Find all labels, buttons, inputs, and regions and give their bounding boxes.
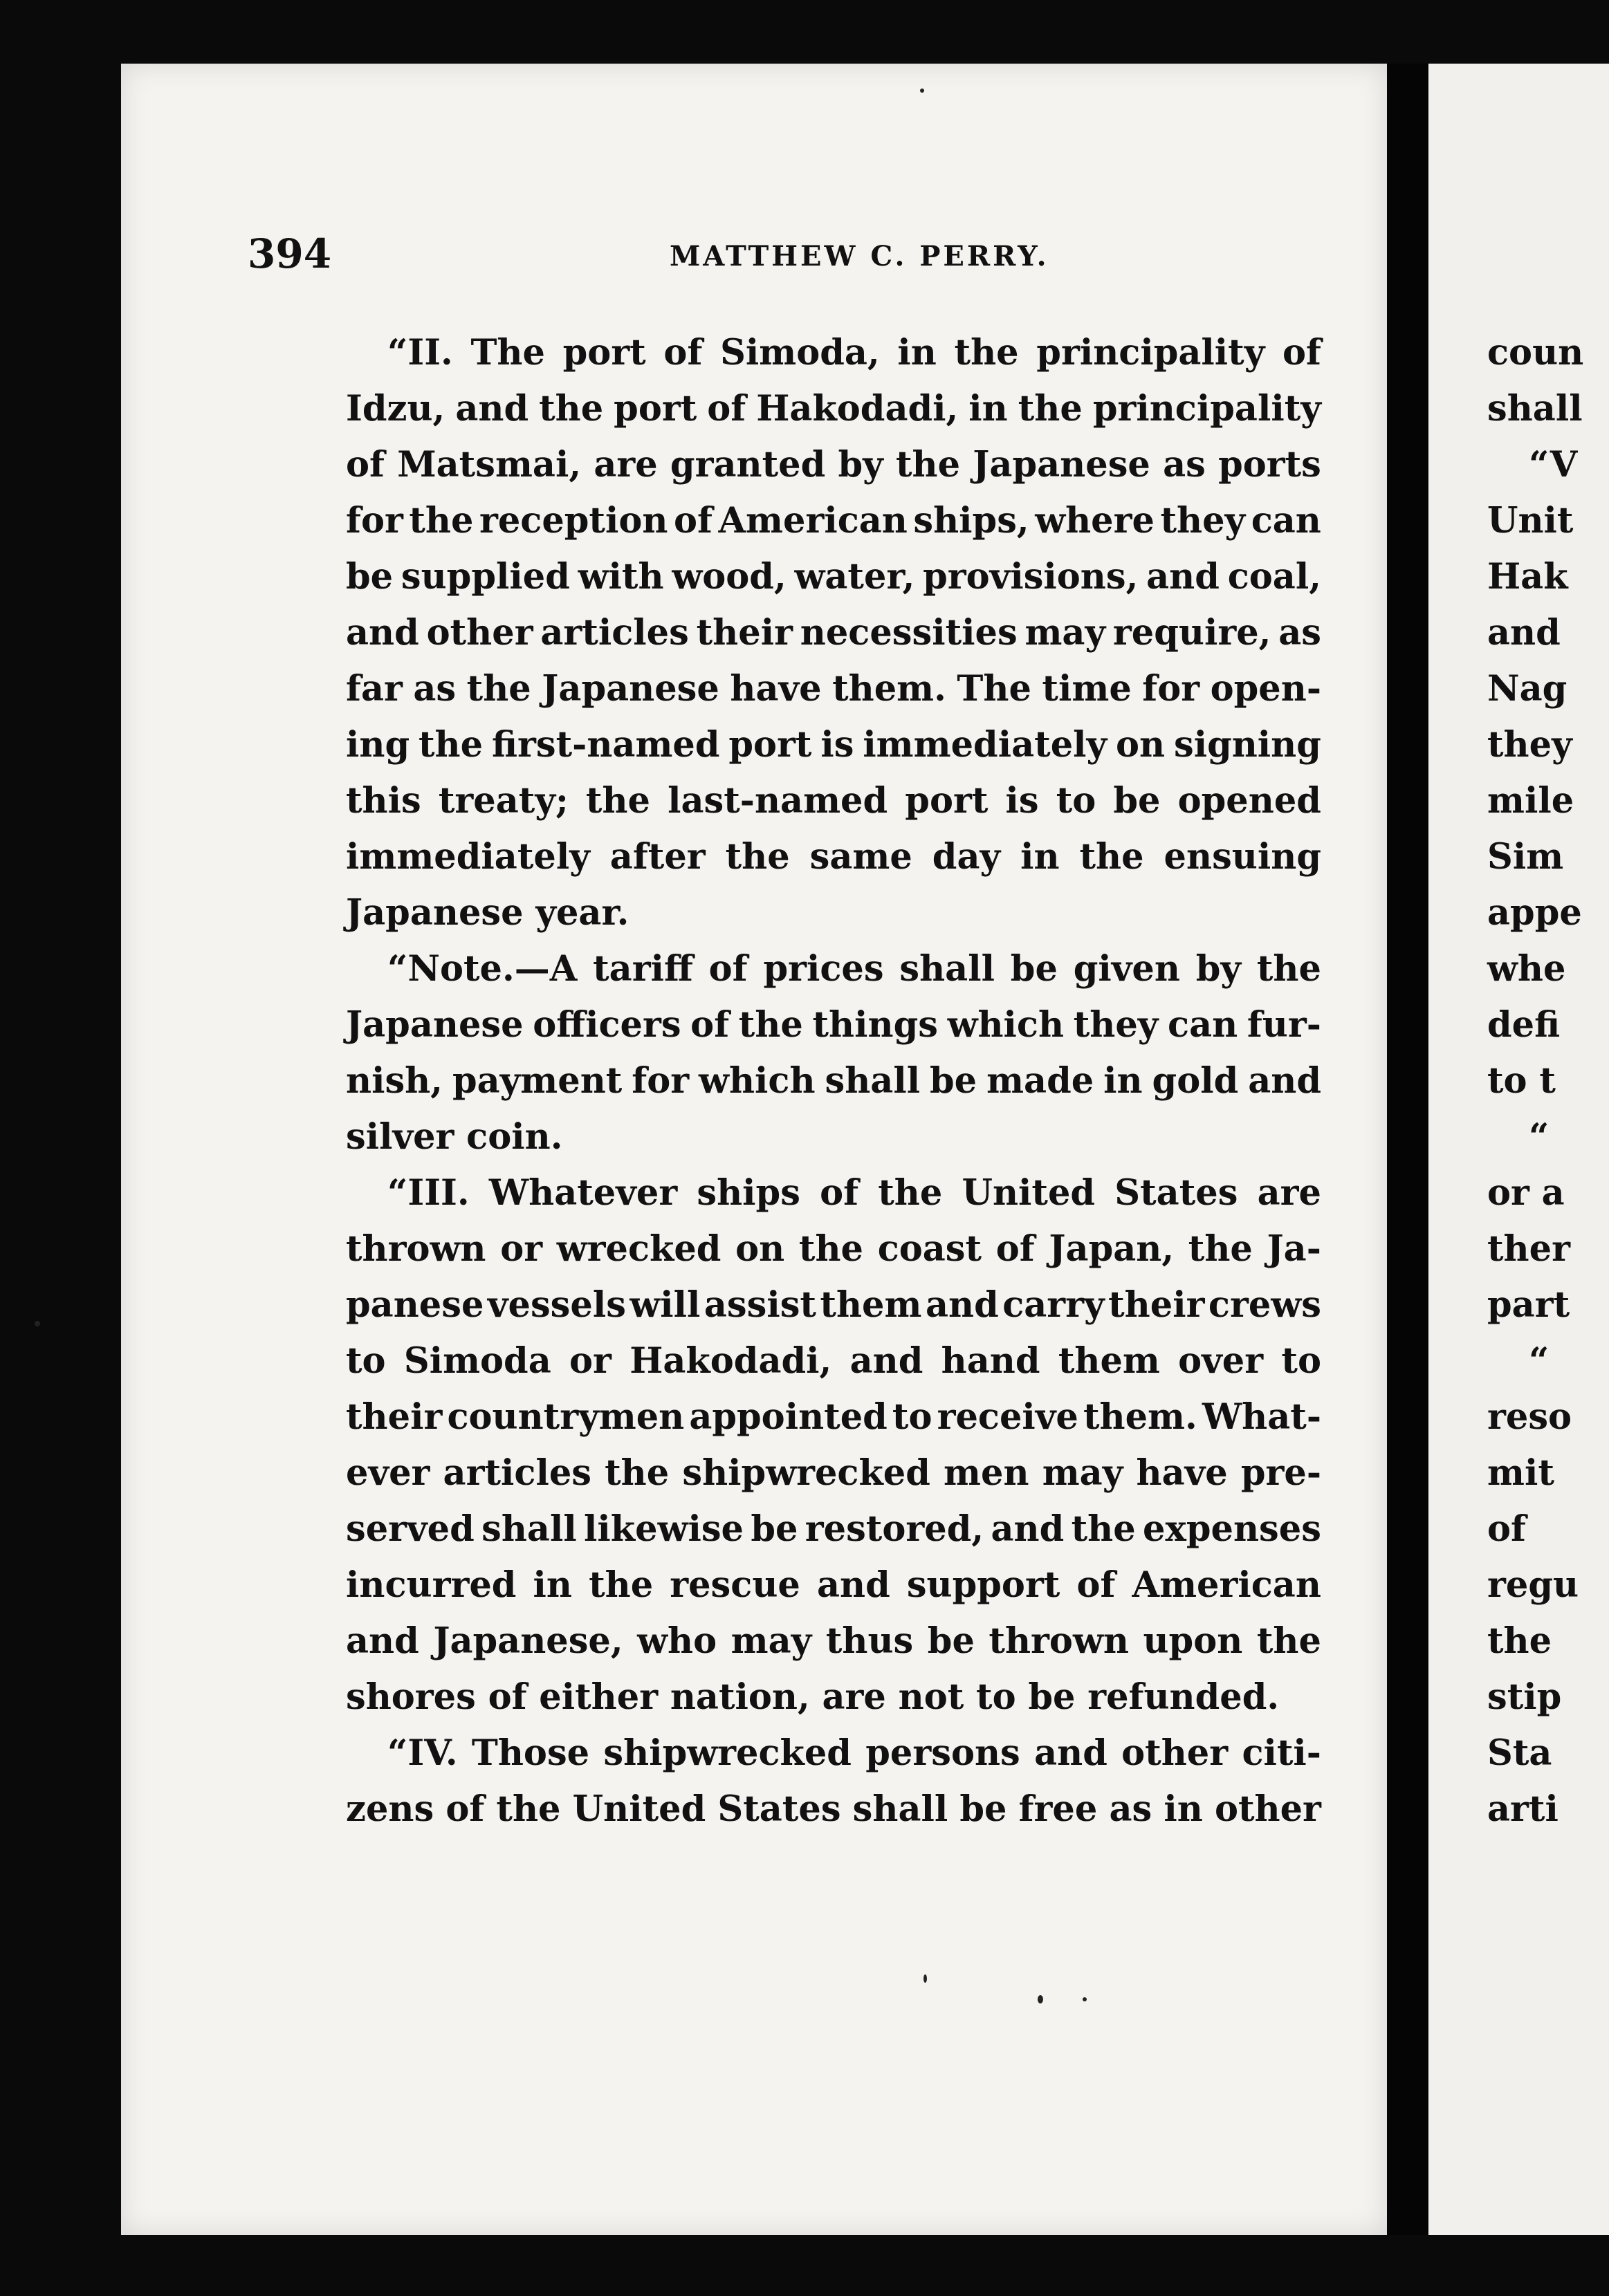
facing-text-fragment: Unit [1487,500,1574,541]
running-title: MATTHEW C. PERRY. [670,240,1049,272]
text-line: silver coin. [346,1116,563,1158]
text-line: “II. The port of Simoda, in the principality of [387,332,1321,373]
book-gutter [1387,64,1428,2235]
running-head [248,230,1299,286]
facing-text-fragment: and [1487,612,1561,654]
text-line: to Simoda or Hakodadi, and hand them over to [346,1340,1321,1382]
text-line: nish, payment for which shall be made in gold and [346,1060,1321,1102]
facing-text-fragment: Nag [1487,668,1567,710]
facing-text-fragment: regu [1487,1564,1579,1606]
text-line: “IV. Those shipwrecked persons and other citi- [387,1732,1321,1774]
facing-text-fragment: stip [1487,1676,1562,1718]
text-line: this treaty; the last-named port is to be opened [346,780,1321,822]
facing-text-fragment: shall [1487,388,1583,429]
text-line: ing the first-named port is immediately on signing [346,724,1321,766]
text-line: served shall likewise be restored, and the expenses [346,1508,1321,1550]
facing-text-fragment: mile [1487,780,1574,822]
text-line: and Japanese, who may thus be thrown upon the [346,1620,1321,1662]
text-line: incurred in the rescue and support of American [346,1564,1321,1606]
facing-text-fragment: arti [1487,1788,1559,1830]
facing-page-text [1487,325,1583,1837]
text-line: immediately after the same day in the ensuing [346,836,1321,878]
body-text [346,325,1321,1837]
text-line: and other articles their necessities may require, as [346,612,1321,654]
facing-text-fragment: part [1487,1284,1570,1326]
text-line: panese vessels will assist them and carry their crews [346,1284,1321,1326]
text-line: zens of the United States shall be free as in other [346,1788,1321,1830]
scan-speck [1038,1995,1043,2003]
facing-text-fragment: coun [1487,332,1584,373]
text-line: Idzu, and the port of Hakodadi, in the principality [346,388,1321,429]
text-line: of Matsmai, are granted by the Japanese as ports [346,444,1321,485]
text-line: their countrymen appointed to receive them. What- [346,1396,1321,1438]
facing-text-fragment: whe [1487,948,1566,990]
facing-text-fragment: they [1487,724,1572,766]
facing-text-fragment: Hak [1487,556,1568,598]
text-line: thrown or wrecked on the coast of Japan, the Ja- [346,1228,1321,1270]
facing-text-fragment: ther [1487,1228,1570,1270]
scan-speck [1083,1997,1087,2001]
facing-text-fragment: the [1487,1620,1552,1662]
facing-text-fragment: “ [1529,1116,1550,1158]
facing-text-fragment: “V [1529,444,1578,485]
facing-text-fragment: “ [1529,1340,1550,1382]
scan-speck [35,1321,40,1326]
text-line: shores of either nation, are not to be refunded. [346,1676,1280,1718]
text-line: “III. Whatever ships of the United States are [387,1172,1321,1214]
text-line: for the reception of American ships, where they can [346,500,1321,541]
scan-speck [923,1974,927,1983]
facing-text-fragment: to t [1487,1060,1556,1102]
text-line: be supplied with wood, water, provisions, and coal, [346,556,1321,598]
scan-speck [920,89,924,93]
text-line: ever articles the shipwrecked men may have pre- [346,1452,1321,1494]
text-line: Japanese officers of the things which they can fur- [346,1004,1321,1046]
facing-text-fragment: mit [1487,1452,1554,1494]
facing-text-fragment: of [1487,1508,1526,1550]
facing-text-fragment: defi [1487,1004,1561,1046]
text-line: “Note.—A tariff of prices shall be given by the [387,948,1321,990]
facing-text-fragment: reso [1487,1396,1572,1438]
page-number: 394 [248,230,332,277]
facing-text-fragment: or a [1487,1172,1565,1214]
text-line: far as the Japanese have them. The time for open- [346,668,1321,710]
text-line: Japanese year. [346,892,629,934]
facing-text-fragment: Sta [1487,1732,1552,1774]
facing-text-fragment: appe [1487,892,1582,934]
facing-text-fragment: Sim [1487,836,1564,878]
